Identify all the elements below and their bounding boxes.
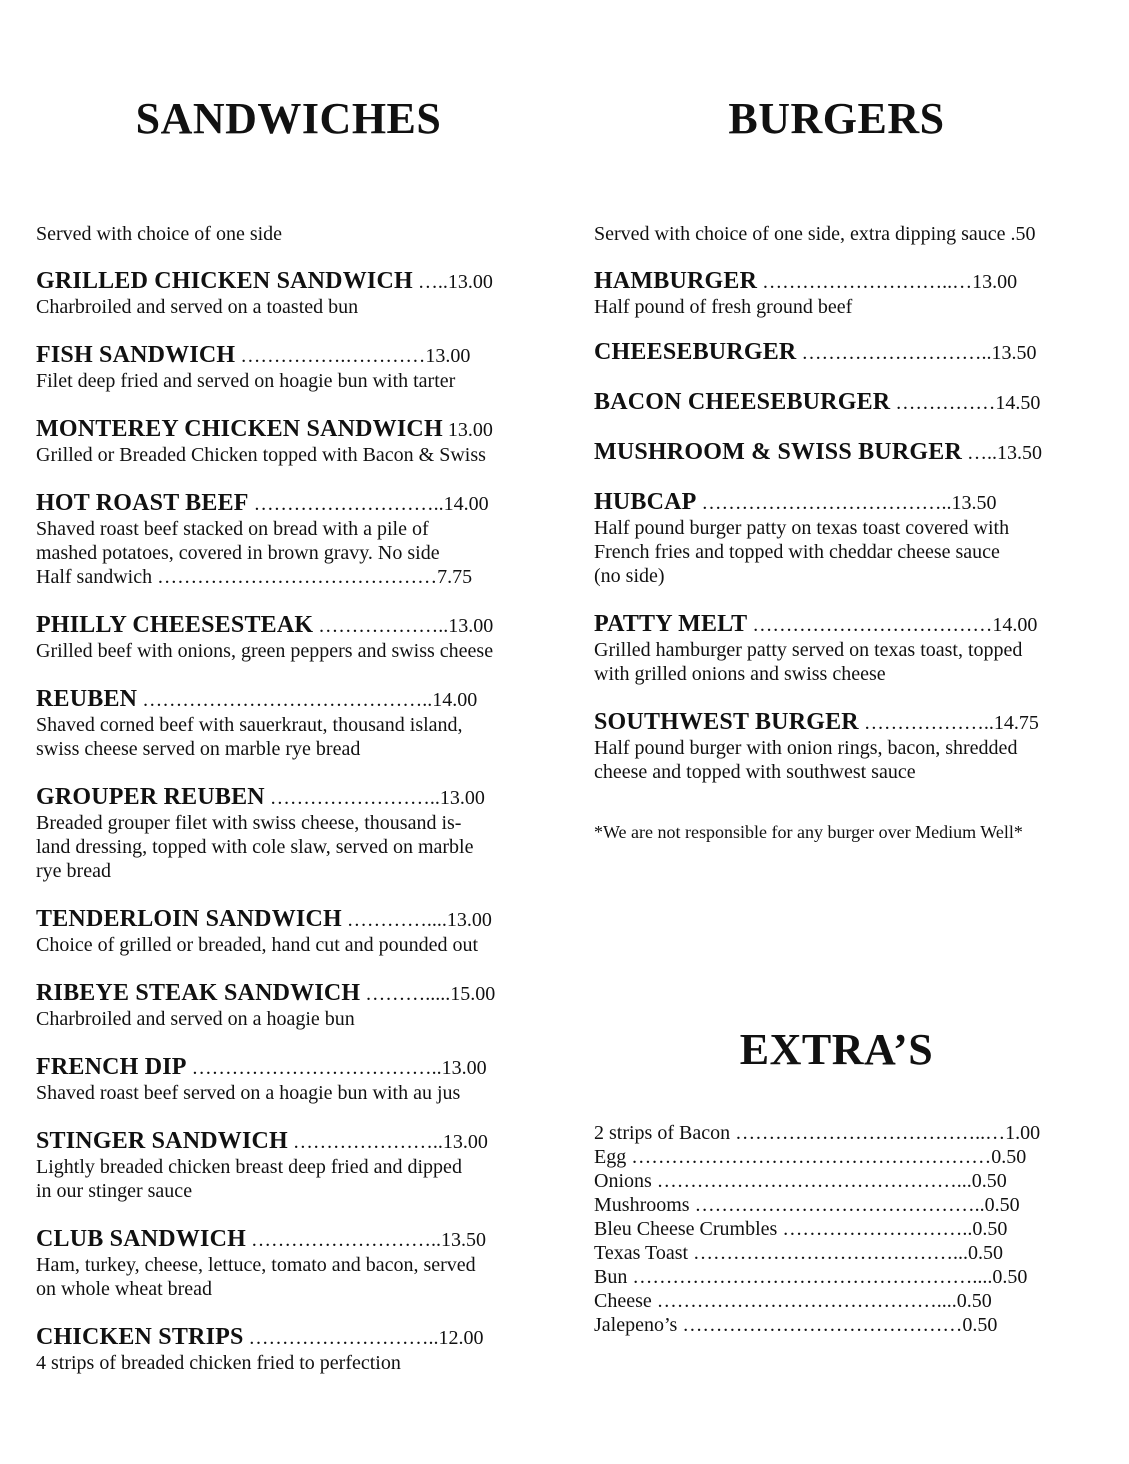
sandwich-item-header: [36, 612, 541, 639]
extra-item-price: 0.50: [984, 1194, 1020, 1216]
extra-item-name: Bun: [594, 1266, 628, 1288]
burger-item-price: 13.00: [972, 271, 1018, 293]
burger-item-header: [594, 489, 1094, 516]
extra-item: [594, 1289, 1094, 1313]
burger-item-description: with grilled onions and swiss cheese: [594, 663, 886, 685]
sandwiches-list: [36, 268, 541, 1398]
sandwich-item: [36, 490, 541, 589]
sandwich-item-price: 13.00: [442, 1131, 488, 1153]
burger-item-name: PATTY MELT: [594, 611, 748, 637]
sandwich-item-description: Filet deep fried and served on hoagie bun with tarter: [36, 370, 456, 392]
burger-item-price: 13.50: [951, 492, 997, 514]
leader-dots: ……………………………………: [677, 1314, 963, 1336]
sandwich-item: [36, 268, 541, 319]
leader-dots: …………....: [341, 909, 447, 931]
burger-item-name: BACON CHEESEBURGER: [594, 389, 891, 415]
burger-item: [594, 611, 1094, 686]
sandwich-item-description: on whole wheat bread: [36, 1278, 213, 1300]
burger-item-description: Grilled hamburger patty served on texas toast, topped: [594, 639, 1023, 661]
leader-dots: ………………………..: [248, 493, 444, 515]
extra-item-name: Cheese: [594, 1290, 652, 1312]
sandwich-item-name: STINGER SANDWICH: [36, 1128, 288, 1154]
sandwich-item-description: Grilled beef with onions, green peppers and swiss cheese: [36, 640, 494, 662]
burger-item-description: Half pound burger with onion rings, bacon, shredded: [594, 737, 1018, 759]
sandwiches-title: SANDWICHES: [135, 94, 442, 143]
leader-dots: ………………………..: [777, 1218, 973, 1240]
sandwich-item-description: swiss cheese served on marble rye bread: [36, 738, 361, 760]
sandwich-item-description: Charbroiled and served on a toasted bun: [36, 296, 359, 318]
burger-item: [594, 709, 1094, 784]
leader-dots: ……………………..: [264, 787, 440, 809]
sandwich-item-header: [36, 1324, 541, 1351]
leader-dots: ……………: [890, 392, 996, 414]
burgers-list: [594, 268, 1094, 784]
extra-item-price: 0.50: [992, 1266, 1028, 1288]
extra-item: [594, 1169, 1094, 1193]
burger-item: [594, 339, 1094, 366]
leader-dots: …………….…………: [235, 345, 426, 367]
sandwich-item-header: [36, 416, 541, 443]
sandwich-item: [36, 1128, 541, 1203]
leader-dots: ………………………………..…: [730, 1122, 1006, 1144]
sandwich-item-header: [36, 490, 541, 517]
sandwich-item-name: CHICKEN STRIPS: [36, 1324, 244, 1350]
burger-item-name: HAMBURGER: [594, 268, 758, 294]
sandwich-item-header: [36, 784, 541, 811]
sandwich-item-price: 13.00: [441, 1057, 487, 1079]
sandwich-item: [36, 686, 541, 761]
burger-item-price: 13.50: [996, 442, 1042, 464]
sandwich-item: [36, 612, 541, 663]
burger-item-name: SOUTHWEST BURGER: [594, 709, 859, 735]
burger-item: [594, 439, 1094, 466]
sandwich-item-description: Breaded grouper filet with swiss cheese, thousand is-: [36, 812, 462, 834]
sandwich-item-price: 13.00: [425, 345, 471, 367]
burgers-title: BURGERS: [728, 94, 945, 143]
sandwich-item-header: [36, 906, 541, 933]
sandwich-item-name: REUBEN: [36, 686, 138, 712]
burger-item: [594, 489, 1094, 588]
burger-item-header: [594, 268, 1094, 295]
sandwich-item-price: 13.00: [446, 909, 492, 931]
sandwich-item-name: HOT ROAST BEEF: [36, 490, 249, 516]
sandwich-item-description: Shaved roast beef stacked on bread with a pile of: [36, 518, 429, 540]
extra-item-price: 0.50: [971, 1170, 1007, 1192]
extra-item-name: Texas Toast: [594, 1242, 689, 1264]
sandwich-item-price: 13.50: [440, 1229, 486, 1251]
burger-item-name: CHEESEBURGER: [594, 339, 797, 365]
burger-item-description: Half pound of fresh ground beef: [594, 296, 853, 318]
leader-dots: …………………………………...: [688, 1242, 969, 1264]
leader-dots: ………………………………..: [696, 492, 952, 514]
extra-item-name: Jalepeno’s: [594, 1314, 678, 1336]
sandwich-item: [36, 906, 541, 957]
sandwich-item-description: Charbroiled and served on a hoagie bun: [36, 1008, 355, 1030]
extra-item-price: 0.50: [956, 1290, 992, 1312]
extra-item-price: 0.50: [968, 1242, 1004, 1264]
burger-item-price: 14.75: [993, 712, 1039, 734]
sandwich-item-price: 12.00: [438, 1327, 484, 1349]
extra-item: [594, 1217, 1094, 1241]
extra-item: [594, 1121, 1094, 1145]
sandwich-item-description: Ham, turkey, cheese, lettuce, tomato and bacon, served: [36, 1254, 476, 1276]
sandwich-item: [36, 416, 541, 467]
extra-item: [594, 1313, 1094, 1337]
leader-dots: ………………………..…: [757, 271, 973, 293]
sandwich-item-name: FISH SANDWICH: [36, 342, 236, 368]
sandwich-item-extra: Half sandwich ……………………………………7.75: [36, 566, 473, 588]
sandwich-item-description: Lightly breaded chicken breast deep fried and dipped: [36, 1156, 462, 1178]
sandwich-item-description: Shaved corned beef with sauerkraut, thousand island,: [36, 714, 463, 736]
extras-list: [594, 1121, 1094, 1337]
sandwich-item-name: PHILLY CHEESESTEAK: [36, 612, 314, 638]
extra-item: [594, 1265, 1094, 1289]
extra-item-name: 2 strips of Bacon: [594, 1122, 731, 1144]
leader-dots: ……………………………………....: [651, 1290, 957, 1312]
burger-item-description: (no side): [594, 565, 665, 587]
burgers-intro: Served with choice of one side, extra dipping sauce .50: [594, 223, 1036, 245]
sandwich-item-name: TENDERLOIN SANDWICH: [36, 906, 342, 932]
sandwich-item-header: [36, 268, 541, 295]
burger-item-description: Half pound burger patty on texas toast covered with: [594, 517, 1010, 539]
leader-dots: …………………..: [287, 1131, 443, 1153]
sandwich-item-description: rye bread: [36, 860, 111, 882]
sandwich-item-description: Grilled or Breaded Chicken topped with Bacon & Swiss: [36, 444, 486, 466]
burger-disclaimer: *We are not responsible for any burger over Medium Well*: [594, 822, 1023, 842]
sandwich-item-header: [36, 342, 541, 369]
sandwich-item: [36, 1226, 541, 1301]
leader-dots: ……………………………………………....: [627, 1266, 993, 1288]
extra-item-name: Bleu Cheese Crumbles: [594, 1218, 778, 1240]
leader-dots: ………………………..: [243, 1327, 439, 1349]
extra-item-name: Mushrooms: [594, 1194, 690, 1216]
extra-item-price: 0.50: [991, 1146, 1027, 1168]
sandwich-item-name: CLUB SANDWICH: [36, 1226, 246, 1252]
sandwich-item-description: Shaved roast beef served on a hoagie bun with au jus: [36, 1082, 461, 1104]
leader-dots: ………………..: [858, 712, 994, 734]
sandwich-item-price: 13.00: [439, 787, 485, 809]
leader-dots: ………………………………..: [186, 1057, 442, 1079]
leader-dots: ………………..: [313, 615, 449, 637]
sandwich-item-price: 13.00: [447, 271, 493, 293]
sandwich-item-header: [36, 1054, 541, 1081]
burger-item-name: HUBCAP: [594, 489, 697, 515]
leader-dots: ………………………………………...: [651, 1170, 972, 1192]
sandwich-item-header: [36, 686, 541, 713]
sandwich-item-header: [36, 1226, 541, 1253]
extra-item-name: Onions: [594, 1170, 652, 1192]
extra-item-price: 0.50: [972, 1218, 1008, 1240]
extra-item: [594, 1241, 1094, 1265]
burger-item-header: [594, 709, 1094, 736]
sandwich-item-header: [36, 980, 541, 1007]
leader-dots: …..: [961, 442, 997, 464]
sandwich-item-description: in our stinger sauce: [36, 1180, 193, 1202]
leader-dots: ………………………..: [245, 1229, 441, 1251]
sandwich-item-price: 14.00: [432, 689, 478, 711]
sandwich-item-name: MONTEREY CHICKEN SANDWICH: [36, 416, 443, 442]
leader-dots: ……….....: [360, 983, 451, 1005]
sandwich-item: [36, 784, 541, 883]
leader-dots: …..: [412, 271, 448, 293]
burger-item-name: MUSHROOM & SWISS BURGER: [594, 439, 962, 465]
leader-dots: ………………………………: [747, 614, 993, 636]
extra-item-price: 1.00: [1005, 1122, 1041, 1144]
burger-item: [594, 389, 1094, 416]
burger-item-header: [594, 439, 1094, 466]
sandwich-item-price: 13.00: [447, 419, 493, 441]
burger-item-description: cheese and topped with southwest sauce: [594, 761, 916, 783]
extras-title: EXTRA’S: [739, 1025, 934, 1074]
extra-item-name: Egg: [594, 1146, 627, 1168]
burger-item-header: [594, 611, 1094, 638]
burger-item-header: [594, 339, 1094, 366]
burger-item-description: French fries and topped with cheddar cheese sauce: [594, 541, 1000, 563]
burger-item-price: 14.50: [995, 392, 1041, 414]
sandwich-item: [36, 1324, 541, 1375]
leader-dots: ……………………………………..: [689, 1194, 985, 1216]
sandwich-item: [36, 342, 541, 393]
sandwich-item-description: 4 strips of breaded chicken fried to perfection: [36, 1352, 401, 1374]
sandwich-item-header: [36, 1128, 541, 1155]
burger-item-price: 14.00: [992, 614, 1038, 636]
extra-item: [594, 1193, 1094, 1217]
leader-dots: ……………………………………..: [137, 689, 433, 711]
sandwich-item-name: RIBEYE STEAK SANDWICH: [36, 980, 361, 1006]
leader-dots: ………………………………………………: [626, 1146, 992, 1168]
sandwich-item-price: 15.00: [450, 983, 496, 1005]
sandwich-item-description: mashed potatoes, covered in brown gravy. No side: [36, 542, 440, 564]
sandwich-item-price: 14.00: [443, 493, 489, 515]
sandwich-item: [36, 1054, 541, 1105]
burger-item-header: [594, 389, 1094, 416]
sandwiches-intro: Served with choice of one side: [36, 223, 283, 245]
sandwich-item-price: 13.00: [448, 615, 494, 637]
leader-dots: ………………………..: [796, 342, 992, 364]
sandwich-item: [36, 980, 541, 1031]
burger-item-price: 13.50: [991, 342, 1037, 364]
extra-item: [594, 1145, 1094, 1169]
extra-item-price: 0.50: [962, 1314, 998, 1336]
sandwich-item-name: FRENCH DIP: [36, 1054, 187, 1080]
sandwich-item-name: GRILLED CHICKEN SANDWICH: [36, 268, 413, 294]
burger-item: [594, 268, 1094, 319]
sandwich-item-description: land dressing, topped with cole slaw, served on marble: [36, 836, 474, 858]
sandwich-item-description: Choice of grilled or breaded, hand cut and pounded out: [36, 934, 479, 956]
sandwich-item-name: GROUPER REUBEN: [36, 784, 265, 810]
